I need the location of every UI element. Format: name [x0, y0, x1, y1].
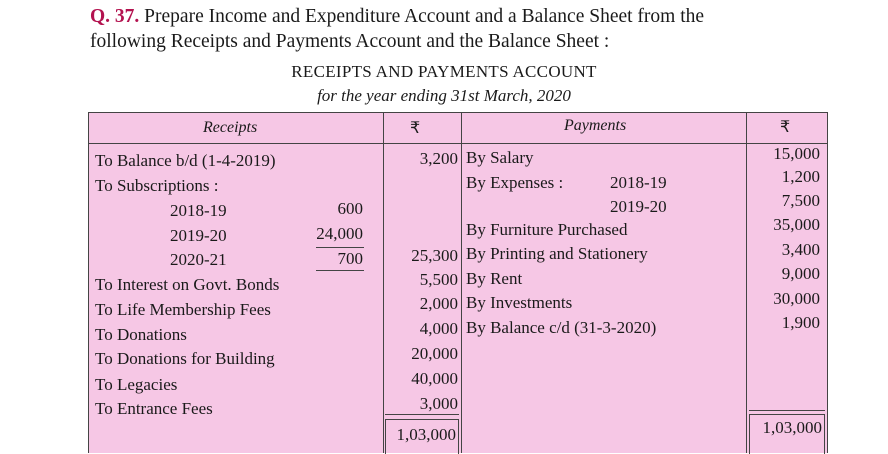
payment-label: By Investments	[466, 293, 573, 312]
receipt-amount: 3,200	[419, 149, 458, 168]
payment-label: By Balance c/d (31-3-2020)	[466, 318, 657, 337]
question-line-2: following Receipts and Payments Account and the Balance Sheet :	[90, 31, 610, 52]
receipt-label: To Legacies	[95, 375, 178, 394]
receipt-label: To Balance b/d (1-4-2019)	[95, 151, 276, 170]
column-divider	[461, 113, 462, 453]
payment-amount: 15,000	[773, 144, 820, 163]
subscription-year: 2019-20	[170, 226, 227, 245]
payment-amount: 30,000	[773, 289, 820, 308]
receipt-amount: 40,000	[411, 369, 458, 388]
receipts-payments-table	[88, 112, 828, 453]
table-header	[88, 113, 828, 144]
payment-amount: 9,000	[781, 264, 820, 283]
receipt-amount: 25,300	[411, 246, 458, 265]
receipt-label: To Entrance Fees	[95, 399, 213, 418]
receipt-label: To Subscriptions :	[95, 176, 219, 195]
expense-year: 2018-19	[610, 173, 667, 192]
receipt-amount: 4,000	[419, 319, 458, 338]
receipt-amount: 20,000	[411, 344, 458, 363]
payment-amount: 7,500	[781, 191, 820, 210]
receipts-header: Receipts	[203, 119, 258, 136]
total-rule	[749, 410, 825, 411]
question-number: Q. 37.	[90, 6, 140, 27]
account-subtitle: for the year ending 31st March, 2020	[317, 86, 571, 105]
subscription-amount: 600	[337, 199, 363, 218]
payments-total: 1,03,000	[762, 418, 822, 437]
payment-label: By Furniture Purchased	[466, 220, 628, 239]
receipts-total: 1,03,000	[396, 425, 456, 444]
subscription-amount: 700	[337, 249, 363, 268]
subscription-amount: 24,000	[316, 224, 363, 243]
table-border-right	[827, 113, 828, 453]
payments-header: Payments	[564, 117, 627, 134]
payment-amount: 3,400	[781, 240, 820, 259]
subscription-year: 2018-19	[170, 201, 227, 220]
rupee-header-left: ₹	[410, 120, 421, 137]
table-border-left	[88, 113, 89, 453]
rupee-header-right: ₹	[780, 119, 791, 136]
receipt-label: To Interest on Govt. Bonds	[95, 275, 280, 294]
subscription-underline	[316, 270, 364, 271]
expense-year: 2019-20	[610, 197, 667, 216]
question-text	[90, 4, 870, 54]
column-divider	[746, 113, 747, 453]
payment-label: By Rent	[466, 269, 523, 288]
receipt-amount: 2,000	[419, 294, 458, 313]
payment-amount: 35,000	[773, 215, 820, 234]
subscription-year: 2020-21	[170, 250, 227, 269]
payment-label: By Expenses :	[466, 173, 564, 192]
receipt-amount: 3,000	[419, 394, 458, 413]
payment-amount: 1,200	[781, 167, 820, 186]
column-divider	[383, 113, 384, 453]
payment-label: By Salary	[466, 148, 534, 167]
account-title: RECEIPTS AND PAYMENTS ACCOUNT	[291, 62, 597, 81]
subscription-underline	[316, 247, 364, 248]
total-rule	[385, 414, 459, 415]
question-line-1: Prepare Income and Expenditure Account and a Balance Sheet from the	[144, 6, 705, 27]
payment-label: By Printing and Stationery	[466, 244, 648, 263]
receipt-amount: 5,500	[419, 270, 458, 289]
receipt-label: To Donations	[95, 325, 187, 344]
receipt-label: To Donations for Building	[95, 349, 275, 368]
receipt-label: To Life Membership Fees	[95, 300, 271, 319]
payment-amount: 1,900	[781, 313, 820, 332]
